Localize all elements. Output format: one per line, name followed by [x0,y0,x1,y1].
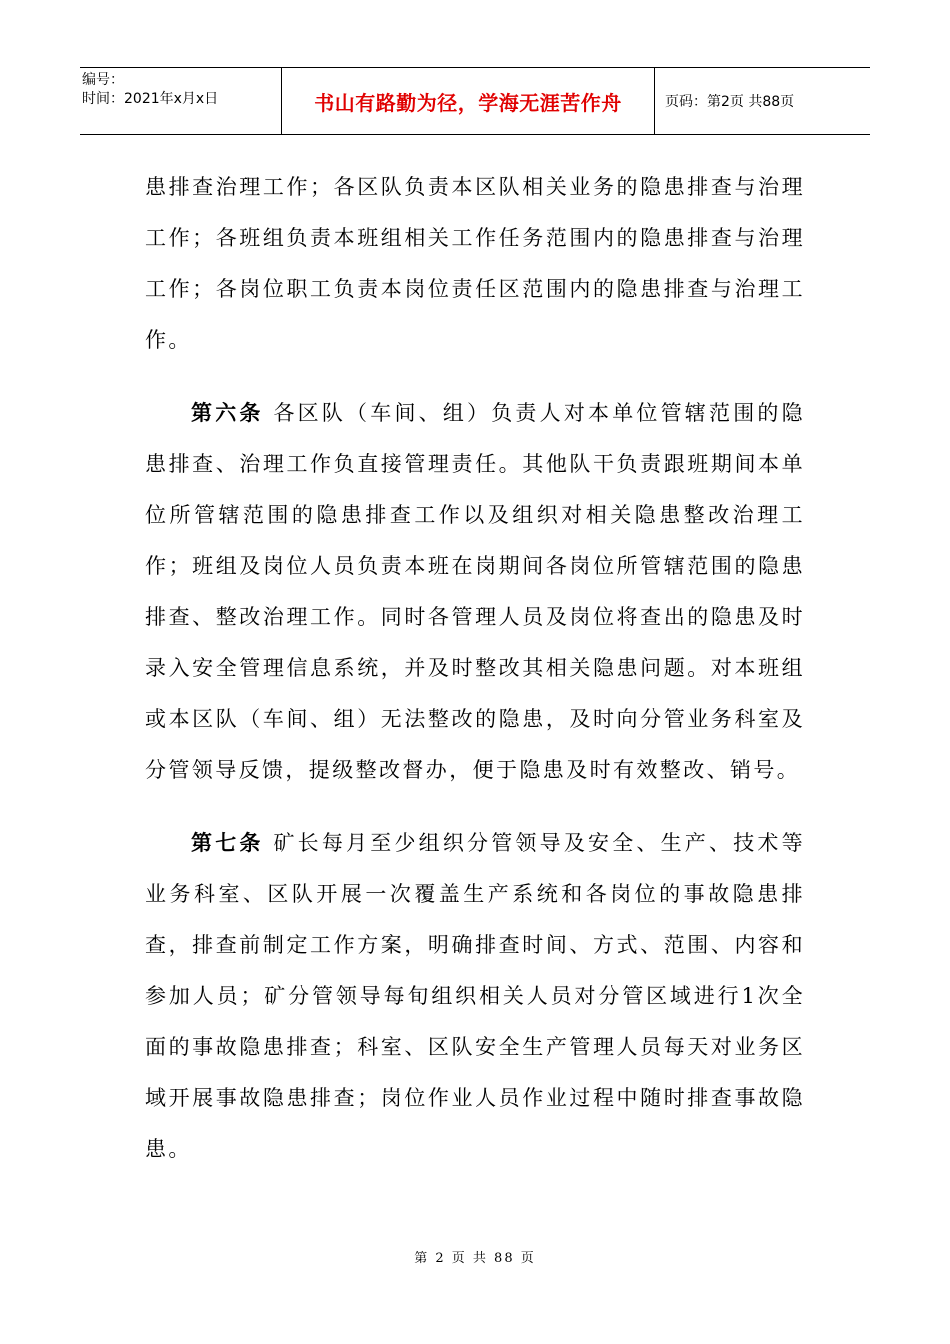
article-7-text: 矿长每月至少组织分管领导及安全、生产、技术等业务科室、区队开展一次覆盖生产系统和各岗位的事故隐患排查，排查前制定工作方案，明确排查时间、方式、范围、内容和参加人员；矿分管领导每旬组织相关人员对分管区域进行1次全面的事故隐患排查；科室、区队安全生产管理人员每天对业务区域开展事故隐患排查；岗位作业人员作业过程中随时排查事故隐患。 [145,831,805,1161]
paragraph-continuation: 患排查治理工作；各区队负责本区队相关业务的隐患排查与治理工作；各班组负责本班组相关工作任务范围内的隐患排查与治理工作；各岗位职工负责本岗位责任区范围内的隐患排查与治理工作。 [145,175,805,352]
page-footer: 第 2 页 共 88 页 [414,1251,536,1266]
document-body [145,162,805,1175]
article-7 [145,817,805,1175]
article-7-title: 第七条 [191,830,264,855]
header-meta-cell [80,68,282,134]
article-6-text: 各区队（车间、组）负责人对本单位管辖范围的隐患排查、治理工作负直接管理责任。其他队干负责跟班期间本单位所管辖范围的隐患排查工作以及组织对相关隐患整改治理工作；班组及岗位人员负责本班在岗期间各岗位所管辖范围的隐患排查、整改治理工作。同时各管理人员及岗位将查出的隐患及时录入安全管理信息系统，并及时整改其相关隐患问题。对本班组或本区队（车间、组）无法整改的隐患，及时向分管业务科室及分管领导反馈，提级整改督办，便于隐患及时有效整改、销号。 [145,401,805,782]
article-6-title: 第六条 [191,400,264,425]
article-6 [145,387,805,796]
date-label: 时间：2021年x月x日 [82,91,219,107]
serial-number-label: 编号： [82,72,124,88]
page-header [80,67,870,135]
header-motto: 书山有路勤为径，学海无涯苦作舟 [282,68,655,134]
header-page-info: 页码：第2页 共88页 [665,94,795,110]
